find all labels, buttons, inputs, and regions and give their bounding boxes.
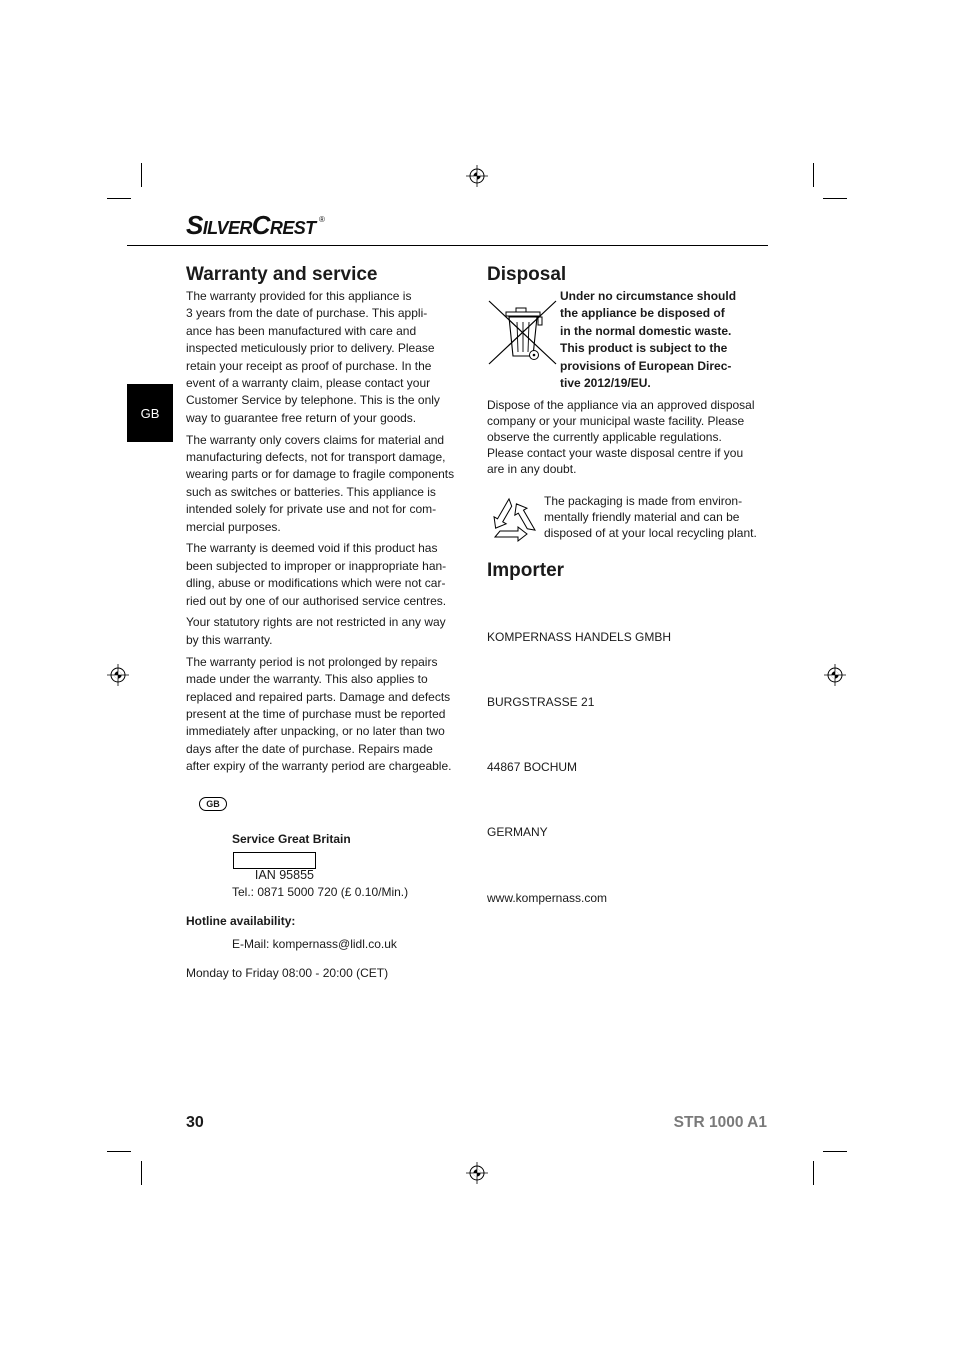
warranty-paragraph: The warranty only covers claims for material and manufacturing defects, not for transport damage, wearing parts or for damage to fragile components such as switches or batteries. This appliance is intended solely for private use and not for com- mercial purposes. [186, 432, 455, 534]
importer-website: www.kompernass.com [487, 890, 608, 905]
language-tab-label: GB [140, 405, 160, 421]
ian-box [233, 852, 316, 882]
hotline-hours: Monday to Friday 08:00 - 20:00 (CET) [186, 966, 389, 981]
registration-mark [466, 1162, 488, 1184]
header-divider [127, 245, 768, 246]
registration-mark [107, 664, 129, 686]
country-badge-label: GB [206, 799, 220, 809]
service-email: E-Mail: kompernass@lidl.co.uk [232, 937, 397, 951]
warranty-paragraph: The warranty period is not prolonged by repairs made under the warranty. This also applies to replaced and repaired parts. Damage and defects present at the time of purchase must be reported immediately after unpacking, or no later than two days after the date of purchase. Repairs made after expiry of the warranty period are chargeable. [186, 654, 452, 774]
warranty-paragraph: Your statutory rights are not restricted in any way by this warranty. [186, 615, 446, 647]
warranty-text [186, 288, 468, 780]
importer-address [487, 583, 769, 953]
disposal-instructions: Dispose of the appliance via an approved disposal company or your municipal waste facility. Please observe the currently applicable regulations. Please contact your waste disposal centre if you are in any doubt. [487, 398, 755, 476]
registered-trademark-symbol: ® [319, 215, 325, 224]
ian-number: IAN 95855 [254, 868, 314, 882]
warranty-paragraph: The warranty is deemed void if this product has been subjected to improper or inappropriate han- dling, abuse or modifications which were not car- ried out by one of our authorised service centres. [186, 541, 447, 608]
hotline-label: Hotline availability: [186, 913, 296, 928]
country-badge [199, 797, 227, 811]
language-tab [127, 384, 173, 442]
service-title: Service Great Britain [232, 832, 351, 846]
disposal-heading: Disposal [487, 264, 567, 285]
registration-mark [466, 165, 488, 187]
importer-street: BURGSTRASSE 21 [487, 694, 595, 709]
disposal-warning: Under no circumstance should the appliance be disposed of in the normal domestic waste. This product is subject to the provisions of European Direc- tive 2012/19/EU. [560, 289, 737, 391]
page-number: 30 [186, 1114, 204, 1131]
packaging-disposal-text: The packaging is made from environ- mentally friendly material and can be disposed of at your local recycling plant. [544, 494, 757, 540]
importer-heading: Importer [487, 560, 565, 581]
importer-city: 44867 BOCHUM [487, 760, 578, 774]
silvercrest-logo: SilverCrest [186, 210, 316, 240]
importer-company: KOMPERNASS HANDELS GMBH [487, 629, 672, 644]
hotline-info [186, 878, 388, 1017]
service-phone: Tel.: 0871 5000 720 (£ 0.10/Min.) [232, 884, 409, 899]
recycling-icon [487, 494, 539, 544]
warranty-heading: Warranty and service [186, 264, 378, 285]
model-number: STR 1000 A1 [673, 1114, 767, 1131]
registration-mark [824, 664, 846, 686]
crossed-out-wheelie-bin-icon [487, 298, 557, 366]
importer-country: GERMANY [487, 825, 548, 840]
warranty-paragraph: The warranty provided for this appliance is 3 years from the date of purchase. This appli- ance has been manufactured with care and inspected meticulously prior to delivery. Please retain your receipt as proof of purchase. In the event of a warranty claim, please contact your Customer Service by telephone. This is the only way to guarantee free return of your goods. [186, 289, 440, 425]
